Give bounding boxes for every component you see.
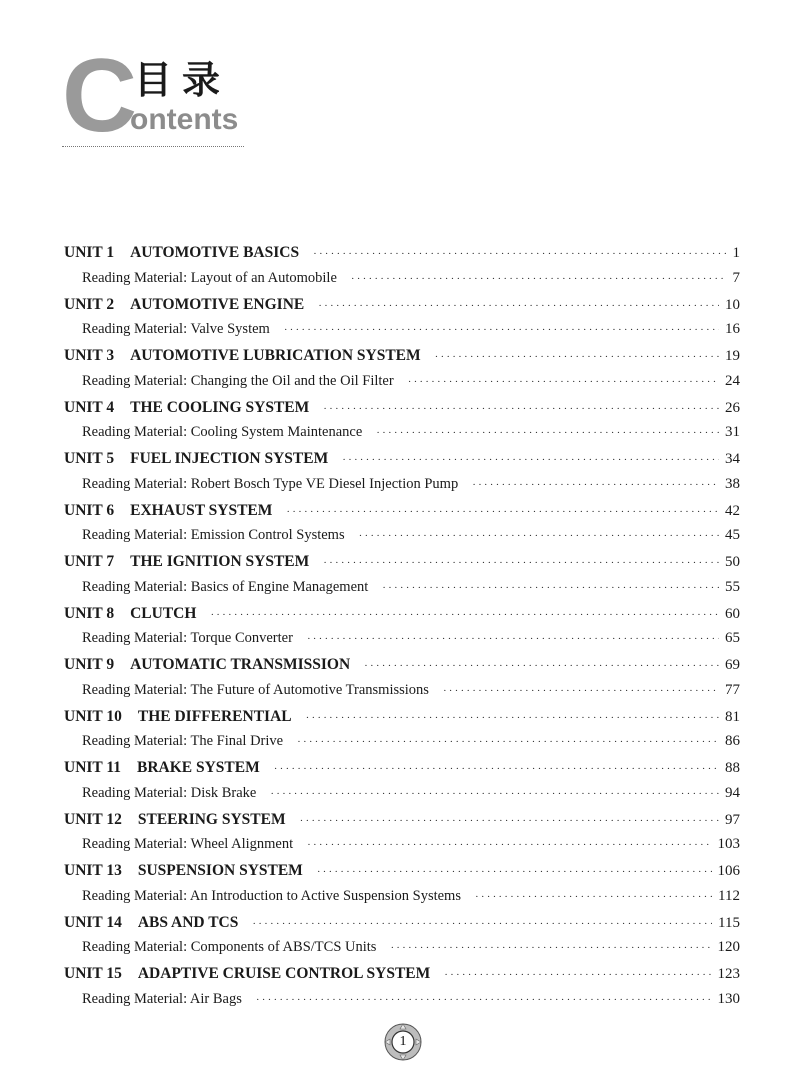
toc-leader-dots (270, 782, 719, 808)
toc-reading-title: Components of ABS/TCS Units (190, 939, 377, 956)
toc-reading-row[interactable] (64, 266, 740, 292)
toc-reading-page: 7 (732, 269, 740, 286)
toc-unit-page: 69 (725, 657, 740, 673)
toc-leader-dots (443, 679, 719, 705)
toc-leader-dots (359, 524, 719, 550)
toc-unit-page: 88 (725, 760, 740, 776)
toc-unit-number: UNIT 3 (64, 347, 115, 364)
toc-reading-colon: : (183, 372, 191, 389)
toc-unit-row[interactable] (64, 446, 740, 472)
toc-leader-dots (306, 706, 719, 732)
toc-leader-dots (318, 294, 719, 320)
toc-unit-row[interactable] (64, 652, 740, 678)
toc-unit-number: UNIT 9 (64, 656, 115, 673)
toc-unit-page: 34 (725, 451, 740, 467)
toc-unit-title: THE DIFFERENTIAL (137, 707, 292, 725)
toc-leader-dots (297, 730, 719, 756)
toc-reading-page: 24 (725, 372, 740, 389)
toc-leader-dots (435, 345, 719, 371)
toc-reading-prefix: Reading Material (82, 424, 184, 441)
toc-unit-title: AUTOMOTIVE BASICS (130, 244, 300, 261)
toc-reading-title: Air Bags (189, 990, 242, 1007)
toc-unit-label (64, 961, 430, 987)
toc-reading-colon: : (183, 784, 191, 801)
toc-unit-page: 60 (725, 605, 740, 622)
toc-reading-label (82, 317, 270, 343)
toc-unit-label (64, 910, 238, 936)
toc-unit-label (64, 498, 272, 524)
toc-unit-page: 123 (717, 966, 740, 982)
toc-reading-page: 103 (717, 836, 740, 853)
toc-reading-title: Cooling System Maintenance (190, 424, 363, 441)
toc-unit-label (64, 446, 328, 472)
toc-reading-prefix: Reading Material (82, 475, 184, 492)
page-number-badge (383, 1022, 423, 1062)
toc-leader-dots (444, 963, 711, 989)
toc-unit-title: SUSPENSION SYSTEM (137, 862, 303, 879)
toc-leader-dots (382, 576, 719, 602)
toc-unit-label (64, 240, 299, 266)
toc-reading-colon: : (183, 990, 190, 1007)
toc-unit-label (64, 704, 292, 730)
toc-leader-dots (256, 988, 712, 1014)
toc-reading-label (82, 884, 461, 910)
toc-reading-page: 120 (717, 939, 740, 956)
toc-reading-page: 130 (717, 990, 740, 1007)
toc-reading-page: 86 (725, 733, 740, 750)
toc-reading-colon: : (183, 733, 191, 750)
toc-unit-label (64, 601, 196, 627)
toc-reading-title: Changing the Oil and the Oil Filter (190, 372, 394, 389)
contents-chinese-title: 目录 (134, 58, 231, 102)
toc-reading-prefix: Reading Material (82, 990, 184, 1007)
toc-reading-row[interactable] (64, 575, 740, 601)
toc-reading-row[interactable] (64, 317, 740, 343)
toc-unit-label (64, 755, 260, 781)
toc-unit-row[interactable] (64, 601, 740, 627)
toc-unit-title: EXHAUST SYSTEM (130, 501, 273, 519)
toc-unit-row[interactable] (64, 498, 740, 524)
toc-unit-page: 10 (725, 296, 740, 313)
toc-reading-prefix: Reading Material (82, 321, 184, 338)
toc-reading-row[interactable] (64, 472, 740, 498)
toc-reading-row[interactable] (64, 884, 740, 910)
toc-leader-dots (317, 860, 712, 886)
toc-unit-number: UNIT 12 (64, 810, 122, 828)
toc-unit-number: UNIT 7 (64, 553, 115, 570)
toc-leader-dots (323, 551, 719, 577)
toc-unit-title: CLUTCH (130, 604, 197, 622)
toc-reading-row[interactable] (64, 781, 740, 807)
toc-unit-page: 97 (725, 811, 740, 828)
table-of-contents (64, 240, 740, 1013)
toc-reading-row[interactable] (64, 678, 740, 704)
toc-reading-page: 31 (725, 424, 740, 441)
toc-unit-row[interactable] (64, 395, 740, 421)
toc-reading-title: Basics of Engine Management (190, 578, 369, 595)
toc-reading-title: Wheel Alignment (190, 836, 294, 853)
toc-reading-label (82, 266, 337, 292)
toc-unit-title: AUTOMATIC TRANSMISSION (130, 656, 351, 673)
toc-reading-label (82, 781, 256, 807)
contents-english-title: ontents (130, 103, 239, 136)
toc-reading-page: 65 (725, 630, 740, 647)
toc-unit-row[interactable] (64, 292, 740, 318)
toc-reading-row[interactable] (64, 369, 740, 395)
toc-reading-prefix: Reading Material (82, 578, 184, 595)
toc-unit-row[interactable] (64, 807, 740, 833)
toc-leader-dots (284, 318, 719, 344)
toc-unit-page: 26 (725, 399, 740, 416)
toc-unit-page: 81 (725, 708, 740, 725)
toc-reading-colon: : (183, 321, 191, 338)
toc-reading-colon: : (183, 939, 191, 956)
toc-unit-row[interactable] (64, 858, 740, 884)
toc-leader-dots (475, 885, 712, 911)
toc-reading-prefix: Reading Material (82, 269, 184, 286)
toc-reading-row[interactable] (64, 729, 740, 755)
toc-reading-title: Disk Brake (190, 784, 257, 801)
toc-reading-label (82, 729, 283, 755)
toc-reading-row[interactable] (64, 832, 740, 858)
toc-unit-title: AUTOMOTIVE LUBRICATION SYSTEM (130, 347, 421, 364)
toc-reading-label (82, 472, 458, 498)
toc-reading-colon: : (183, 578, 191, 595)
toc-unit-page: 1 (732, 245, 740, 261)
toc-unit-title: STEERING SYSTEM (137, 810, 286, 828)
toc-unit-label (64, 549, 309, 575)
toc-unit-label (64, 343, 421, 369)
toc-reading-prefix: Reading Material (82, 887, 184, 904)
toc-unit-title: THE COOLING SYSTEM (130, 398, 310, 416)
toc-reading-title: Layout of an Automobile (190, 269, 337, 286)
toc-reading-title: Emission Control Systems (190, 527, 345, 544)
toc-reading-colon: : (183, 836, 191, 853)
toc-unit-number: UNIT 14 (64, 913, 122, 931)
toc-reading-label (82, 626, 293, 652)
toc-unit-page: 42 (725, 502, 740, 519)
toc-unit-title: ABS AND TCS (137, 913, 239, 931)
toc-reading-prefix: Reading Material (82, 784, 184, 801)
toc-unit-title: ADAPTIVE CRUISE CONTROL SYSTEM (137, 965, 431, 982)
toc-unit-title: THE IGNITION SYSTEM (130, 553, 310, 570)
toc-unit-row[interactable] (64, 343, 740, 369)
toc-unit-number: UNIT 15 (64, 965, 122, 982)
toc-leader-dots (286, 500, 719, 526)
toc-unit-label (64, 395, 309, 421)
toc-reading-colon: : (183, 681, 191, 698)
toc-unit-page: 50 (725, 554, 740, 570)
contents-big-letter: C (62, 38, 138, 154)
toc-reading-label (82, 369, 394, 395)
toc-reading-row[interactable] (64, 935, 740, 961)
toc-reading-row[interactable] (64, 626, 740, 652)
toc-unit-number: UNIT 1 (64, 244, 115, 261)
toc-reading-colon: : (183, 475, 191, 492)
toc-reading-page: 94 (725, 784, 740, 801)
toc-leader-dots (307, 627, 719, 653)
toc-leader-dots (376, 421, 719, 447)
toc-unit-row[interactable] (64, 240, 740, 266)
toc-leader-dots (252, 912, 712, 938)
toc-reading-colon: : (183, 887, 190, 904)
toc-reading-label (82, 678, 429, 704)
page-number: 1 (399, 1034, 407, 1049)
toc-unit-page: 19 (725, 348, 740, 364)
toc-leader-dots (323, 397, 719, 423)
toc-reading-page: 77 (725, 681, 740, 698)
toc-reading-page: 112 (718, 887, 740, 904)
toc-reading-prefix: Reading Material (82, 681, 184, 698)
toc-unit-number: UNIT 4 (64, 398, 115, 416)
toc-reading-page: 38 (725, 475, 740, 492)
toc-unit-label (64, 292, 304, 318)
toc-unit-page: 115 (718, 914, 740, 931)
toc-reading-row[interactable] (64, 420, 740, 446)
toc-reading-title: The Future of Automotive Transmissions (190, 681, 429, 698)
toc-unit-number: UNIT 2 (64, 295, 115, 313)
toc-reading-prefix: Reading Material (82, 372, 184, 389)
toc-unit-title: BRAKE SYSTEM (137, 759, 260, 776)
toc-reading-label (82, 832, 293, 858)
toc-reading-title: An Introduction to Active Suspension Systems (189, 887, 461, 904)
toc-reading-prefix: Reading Material (82, 733, 184, 750)
toc-leader-dots (472, 473, 719, 499)
toc-unit-row[interactable] (64, 704, 740, 730)
toc-unit-number: UNIT 5 (64, 450, 115, 467)
toc-reading-title: Valve System (190, 321, 270, 338)
toc-reading-colon: : (183, 630, 191, 647)
toc-reading-prefix: Reading Material (82, 527, 184, 544)
toc-reading-label (82, 575, 368, 601)
toc-leader-dots (307, 833, 711, 859)
toc-reading-page: 16 (725, 321, 740, 338)
toc-leader-dots (210, 603, 719, 629)
toc-reading-row[interactable] (64, 987, 740, 1013)
toc-unit-page: 106 (717, 863, 740, 879)
toc-reading-colon: : (183, 269, 191, 286)
toc-leader-dots (313, 242, 726, 268)
toc-reading-title: Robert Bosch Type VE Diesel Injection Pump (190, 475, 459, 492)
toc-reading-prefix: Reading Material (82, 836, 184, 853)
toc-unit-row[interactable] (64, 961, 740, 987)
toc-reading-label (82, 935, 376, 961)
toc-unit-title: AUTOMOTIVE ENGINE (130, 295, 305, 313)
toc-leader-dots (274, 757, 719, 783)
toc-unit-label (64, 858, 303, 884)
toc-unit-label (64, 652, 350, 678)
toc-leader-dots (408, 370, 719, 396)
toc-leader-dots (390, 936, 711, 962)
toc-leader-dots (351, 267, 727, 293)
toc-reading-title: Torque Converter (190, 630, 293, 647)
toc-unit-row[interactable] (64, 910, 740, 936)
toc-unit-number: UNIT 13 (64, 862, 122, 879)
toc-reading-row[interactable] (64, 523, 740, 549)
toc-reading-colon: : (183, 527, 191, 544)
toc-leader-dots (364, 654, 719, 680)
toc-leader-dots (300, 809, 719, 835)
toc-reading-label (82, 523, 345, 549)
toc-unit-title: FUEL INJECTION SYSTEM (130, 450, 329, 467)
toc-reading-page: 55 (725, 578, 740, 595)
contents-header (62, 38, 262, 154)
toc-unit-number: UNIT 8 (64, 604, 115, 622)
toc-reading-label (82, 420, 362, 446)
toc-unit-number: UNIT 6 (64, 501, 115, 519)
toc-leader-dots (342, 448, 719, 474)
header-dotted-rule (62, 146, 244, 147)
toc-unit-row[interactable] (64, 549, 740, 575)
toc-reading-colon: : (183, 424, 191, 441)
toc-reading-label (82, 987, 242, 1013)
toc-unit-number: UNIT 11 (64, 759, 121, 776)
toc-unit-label (64, 807, 286, 833)
toc-unit-number: UNIT 10 (64, 707, 122, 725)
toc-reading-prefix: Reading Material (82, 939, 184, 956)
toc-reading-title: The Final Drive (190, 733, 284, 750)
toc-reading-page: 45 (725, 527, 740, 544)
toc-reading-prefix: Reading Material (82, 630, 184, 647)
toc-unit-row[interactable] (64, 755, 740, 781)
